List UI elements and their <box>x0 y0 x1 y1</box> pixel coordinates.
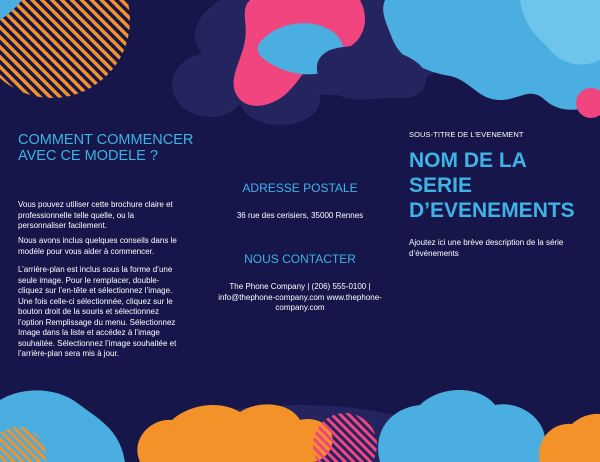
bottom-blobs <box>0 390 600 462</box>
event-series-title: NOM DE LA SERIE D’EVENEMENTS <box>409 149 575 222</box>
address-heading: ADRESSE POSTALE <box>242 181 358 195</box>
address-text: 36 rue des cerisiers, 35000 Rennes <box>236 211 364 220</box>
event-subtitle: SOUS-TITRE DE L’EVENEMENT <box>409 130 524 139</box>
orange-blob-bottom-right <box>539 414 600 462</box>
left-paragraph-2: Nous avons inclus quelques conseils dans le modèle pour vous aider à commencer. <box>18 236 177 256</box>
contact-heading: NOUS CONTACTER <box>244 252 356 266</box>
light-blue-blob-bottom-right <box>378 390 545 462</box>
left-paragraph-3: L’arrière-plan est inclus sous la forme d’une seule image. Pour le remplacer, double-cliquez sur l’en-tête et sélectionnez l’image. Une fois celle-ci sélectionnée, cliquez sur le bouton droit de la souris et sélectionnez l’option Remplissage du menu. Sélectionnez Image dans la liste et accédez à l’image souhaitée. Sélectionnez l’image souhaitée et l’arrière-plan sera mis à jour. <box>18 265 177 358</box>
striped-circle-top-left <box>0 0 130 98</box>
left-paragraph-1: Vous pouvez utiliser cette brochure claire et professionnelle telle quelle, ou la personnaliser facilement. <box>18 200 173 230</box>
event-description: Ajoutez ici une brève description de la série d’événements <box>409 238 564 258</box>
top-blobs <box>0 0 600 125</box>
contact-text: The Phone Company | (206) 555-0100 | info@thephone-company.com www.thephone-company.com <box>218 282 382 312</box>
left-heading: COMMENT COMMENCER AVEC CE MODELE ? <box>18 132 194 164</box>
